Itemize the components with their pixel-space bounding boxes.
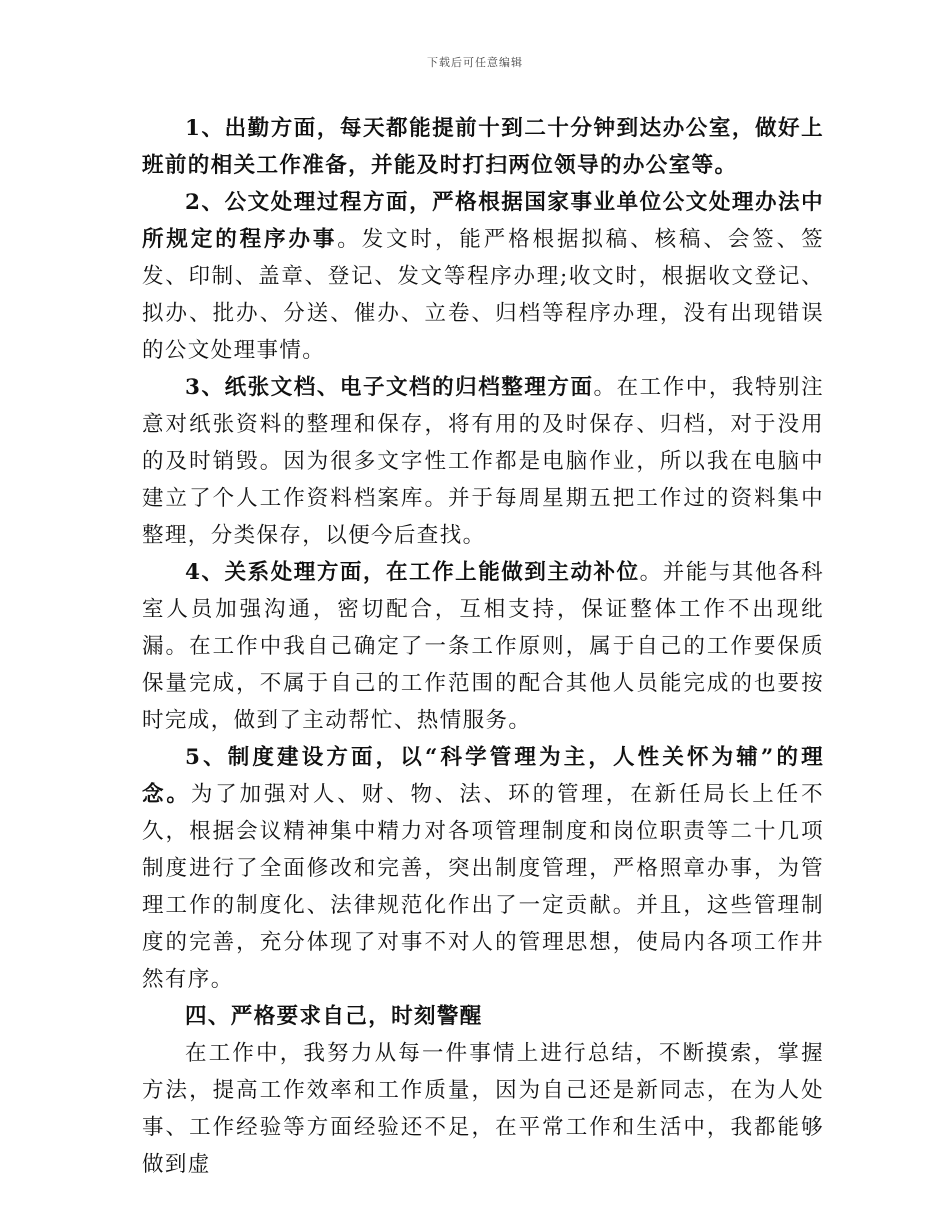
paragraph-relations <box>142 554 824 739</box>
section-heading: 四、严格要求自己，时刻警醒 <box>185 1004 483 1029</box>
paragraph-text: 为了加强对人、财、物、法、环的管理，在新任局长上任不久，根据会议精神集中精力对各项管理制度和岗位职责等二十几项制度进行了全面修改和完善，突出制度管理，严格照章办事，为管理工作的制度化、法律规范化作出了一定贡献。并且，这些管理制度的完善，充分体现了对事不对人的管理思想，使局内各项工作井然有序。 <box>142 782 824 992</box>
paragraph-archiving <box>142 369 824 554</box>
paragraph-document-processing <box>142 184 824 369</box>
paragraph-text: 。发文时，能严格根据拟稿、核稿、会签、签发、印制、盖章、登记、发文等程序办理;收文时，根据收文登记、拟办、批办、分送、催办、立卷、归档等程序办理，没有出现错误的公文处理事情。 <box>142 227 824 363</box>
paragraph-heading: 5、制度建设方面，以“科学管理为主，人性关怀为辅”的理念。 <box>142 745 824 807</box>
page-header: 下载后可任意编辑 <box>427 56 523 69</box>
document-body <box>142 110 824 1183</box>
paragraph-heading: 3、纸张文档、电子文档的归档整理方面 <box>185 375 594 400</box>
paragraph-work-summary <box>142 1035 824 1183</box>
paragraph-heading: 2、公文处理过程方面，严格根据国家事业单位公文处理办法中所规定的程序办事 <box>142 190 824 252</box>
section-heading-self-discipline <box>142 998 824 1035</box>
paragraph-text: 在工作中，我努力从每一件事情上进行总结，不断摸索，掌握方法，提高工作效率和工作质量，因为自己还是新同志，在为人处事、工作经验等方面经验还不足，在平常工作和生活中，我都能够做到虚 <box>142 1041 824 1177</box>
paragraph-text: 。并能与其他各科室人员加强沟通，密切配合，互相支持，保证整体工作不出现纰漏。在工作中我自己确定了一条工作原则，属于自己的工作要保质保量完成，不属于自己的工作范围的配合其他人员能完成的也要按时完成，做到了主动帮忙、热情服务。 <box>142 560 824 733</box>
paragraph-text: 。在工作中，我特别注意对纸张资料的整理和保存，将有用的及时保存、归档，对于没用的及时销毁。因为很多文字性工作都是电脑作业，所以我在电脑中建立了个人工作资料档案库。并于每周星期五把工作过的资料集中整理，分类保存，以便今后查找。 <box>142 375 824 548</box>
paragraph-system-building <box>142 739 824 998</box>
paragraph-heading: 4、关系处理方面，在工作上能做到主动补位 <box>185 560 640 585</box>
paragraph-attendance <box>142 110 824 184</box>
paragraph-heading: 1、出勤方面，每天都能提前十到二十分钟到达办公室，做好上班前的相关工作准备，并能及时打扫两位领导的办公室等。 <box>142 116 824 178</box>
